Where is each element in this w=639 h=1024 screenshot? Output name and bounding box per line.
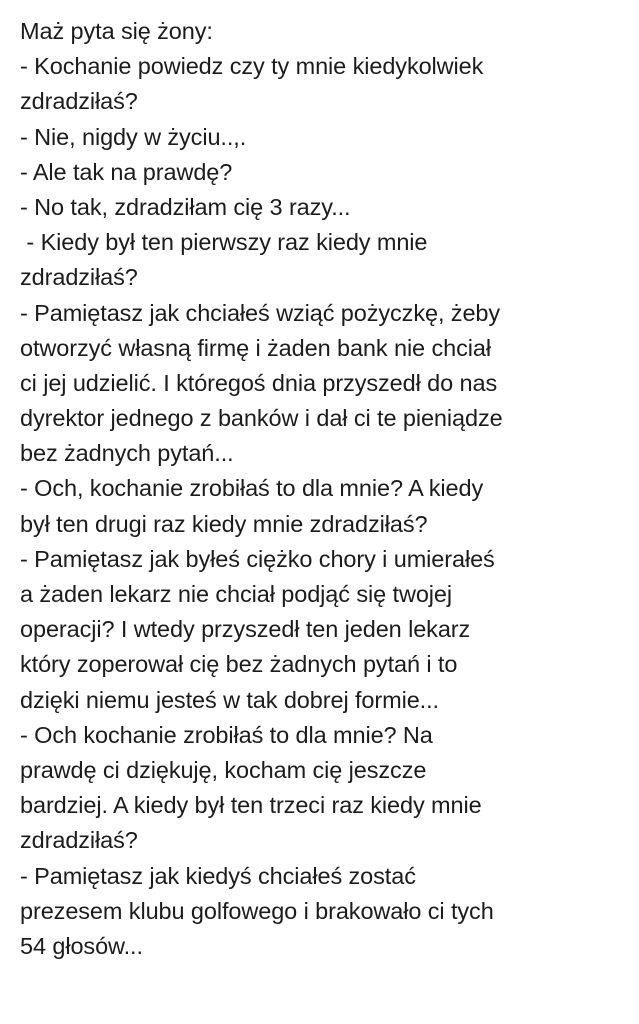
text-line: - Pamiętasz jak kiedyś chciałeś zostać xyxy=(20,862,416,889)
text-line: zdradziłaś? xyxy=(20,264,138,291)
text-line: który zoperował cię bez żadnych pytań i to xyxy=(20,651,458,678)
text-line: - Och, kochanie zrobiłaś to dla mnie? A kiedy xyxy=(20,475,484,502)
text-line: operacji? I wtedy przyszedł ten jeden lekarz xyxy=(20,616,471,643)
text-line: a żaden lekarz nie chciał podjąć się twojej xyxy=(20,581,452,607)
text-line: - Pamiętasz jak byłeś ciężko chory i umierałeś xyxy=(20,545,495,572)
text-line: był ten drugi raz kiedy mnie zdradziłaś? xyxy=(20,510,428,537)
text-line: 54 głosów... xyxy=(20,932,143,959)
text-line: - Kochanie powiedz czy ty mnie kiedykolwiek xyxy=(20,53,484,80)
text-line: bez żadnych pytań... xyxy=(20,440,234,467)
text-line: bardziej. A kiedy był ten trzeci raz kiedy mnie xyxy=(20,792,482,819)
text-line: prezesem klubu golfowego i brakowało ci tych xyxy=(20,897,494,924)
text-line: dyrektor jednego z banków i dał ci te pieniądze xyxy=(20,405,503,432)
text-line: - Och kochanie zrobiłaś to dla mnie? Na xyxy=(20,721,433,748)
text-line: dzięki niemu jesteś w tak dobrej formie... xyxy=(20,686,439,713)
text-line: prawdę ci dziękuję, kocham cię jeszcze xyxy=(20,756,427,783)
text-line: - Ale tak na prawdę? xyxy=(20,158,233,185)
text-line: - No tak, zdradziłam cię 3 razy... xyxy=(20,193,351,220)
text-line: Maż pyta się żony: xyxy=(20,18,213,44)
joke-text xyxy=(20,14,635,964)
text-line: - Kiedy był ten pierwszy raz kiedy mnie xyxy=(20,229,428,256)
text-line: - Pamiętasz jak chciałeś wziąć pożyczkę, żeby xyxy=(20,299,501,326)
text-line: zdradziłaś? xyxy=(20,88,138,115)
text-line: otworzyć własną firmę i żaden bank nie chciał xyxy=(20,334,491,361)
text-line: - Nie, nigdy w życiu..,. xyxy=(20,123,247,150)
text-line: zdradziłaś? xyxy=(20,827,138,854)
text-line: ci jej udzielić. I któregoś dnia przyszedł do nas xyxy=(20,369,498,396)
